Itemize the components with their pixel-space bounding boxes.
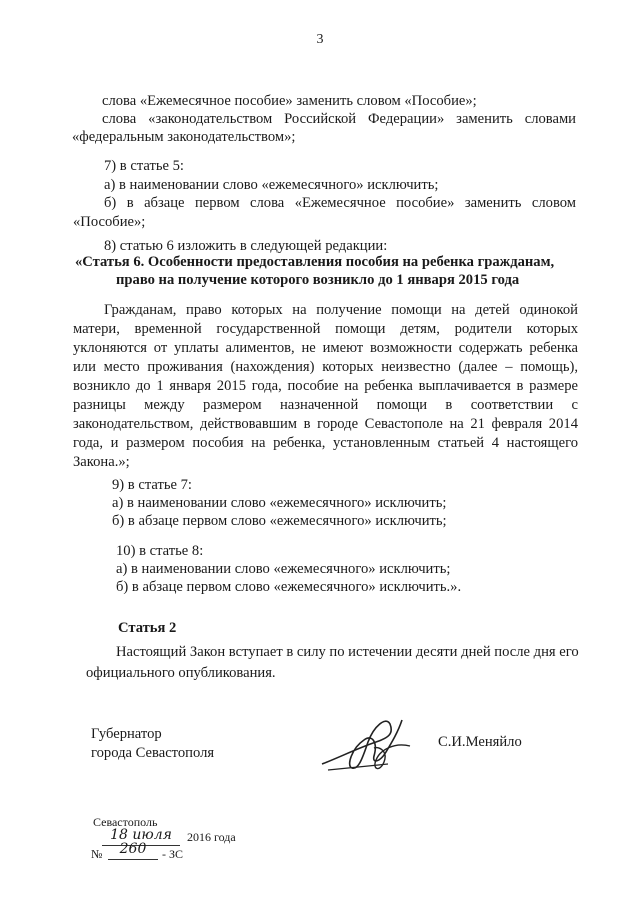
footer-year: 2016 года	[187, 830, 236, 844]
amendment-line-1: слова «Ежемесячное пособие» заменить словом «Пособие»;	[102, 93, 477, 109]
footer-number-prefix: №	[91, 847, 103, 861]
item7-b-line1: б) в абзаце первом слова «Ежемесячное пособие» заменить словом	[104, 195, 576, 211]
footer-date-handwritten: 18 июля	[102, 826, 180, 846]
amendment-line-3: «федеральным законодательством»;	[72, 129, 296, 145]
handwritten-signature	[318, 712, 418, 782]
article6-heading-line2: право на получение которого возникло до 1 января 2015 года	[116, 272, 520, 288]
article2-line1: Настоящий Закон вступает в силу по истечении десяти дней после дня его	[116, 644, 579, 660]
article6-body-line: возникло до 1 января 2015 года, пособие на ребенка выплачивается в размере	[73, 378, 578, 394]
article6-heading-line1: «Статья 6. Особенности предоставления пособия на ребенка гражданам,	[75, 254, 555, 270]
signatory-title-line2: города Севастополя	[91, 745, 215, 761]
item9-b: б) в абзаце первом слово «ежемесячного» исключить;	[112, 513, 447, 529]
page-number: 3	[316, 32, 324, 47]
article6-body-line: года, и размером пособия на ребенка, установленным статьей 4 настоящего	[73, 435, 578, 451]
article2-heading: Статья 2	[118, 620, 177, 636]
item8-title: 8) статью 6 изложить в следующей редакции:	[104, 238, 388, 254]
footer-number-suffix: - ЗС	[162, 847, 184, 861]
signatory-name: С.И.Меняйло	[438, 734, 522, 750]
item10-b: б) в абзаце первом слово «ежемесячного» исключить.».	[116, 579, 462, 595]
amendment-line-2: слова «законодательством Российской Федерации» заменить словами	[102, 111, 576, 127]
article2-line2: официального опубликования.	[86, 665, 276, 681]
article6-body-line: законодательством, действовавшим в городе Севастополе на 21 февраля 2014	[73, 416, 578, 432]
article6-body-line: или место проживания (нахождения) которых неизвестно (далее – помощь),	[73, 359, 578, 375]
article6-body-line: Гражданам, право которых на получение помощи на детей одинокой	[104, 302, 578, 318]
footer-city: Севастополь	[93, 815, 158, 829]
item9-title: 9) в статье 7:	[112, 477, 192, 493]
article6-body-line: матери, временной государственной помощи детям, родители которых	[73, 321, 578, 337]
article6-body-line: разницы между размером назначенной помощи в соответствии с	[73, 397, 578, 413]
item10-title: 10) в статье 8:	[116, 543, 204, 559]
item7-title: 7) в статье 5:	[104, 158, 184, 174]
item9-a: а) в наименовании слово «ежемесячного» исключить;	[112, 495, 447, 511]
footer-number-handwritten: 260	[108, 840, 158, 860]
item10-a: а) в наименовании слово «ежемесячного» исключить;	[116, 561, 451, 577]
article6-body-line: Закона.»;	[73, 454, 130, 470]
item7-a: а) в наименовании слово «ежемесячного» исключить;	[104, 177, 439, 193]
article6-body-line: уклоняются от уплаты алиментов, не имеют возможности содержать ребенка	[73, 340, 578, 356]
item7-b-line2: «Пособие»;	[73, 214, 146, 230]
signatory-title-line1: Губернатор	[91, 726, 162, 742]
